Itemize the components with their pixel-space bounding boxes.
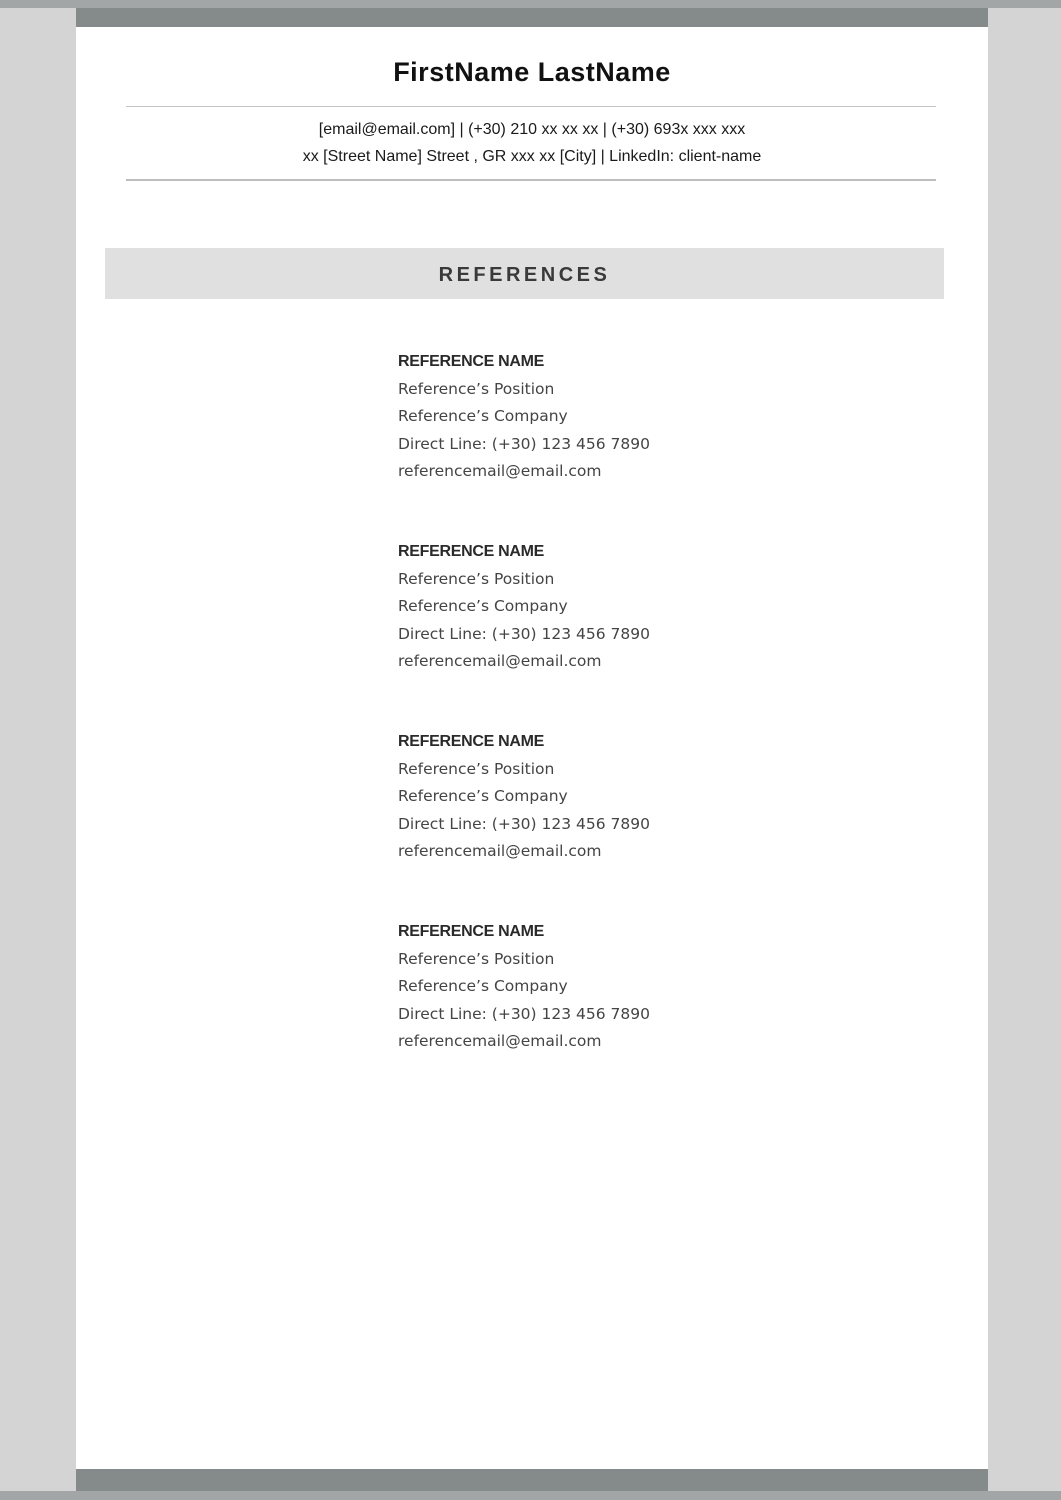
- bottom-frame-edge: [0, 1491, 1061, 1500]
- reference-email: referencemail@email.com: [398, 841, 602, 860]
- reference-email: referencemail@email.com: [398, 461, 602, 480]
- reference-company: Reference’s Company: [398, 407, 568, 426]
- reference-position: Reference’s Position: [398, 950, 555, 968]
- reference-company: Reference’s Company: [398, 597, 568, 616]
- reference-email: referencemail@email.com: [398, 1031, 602, 1050]
- reference-phone: Direct Line: (+30) 123 456 7890: [398, 434, 650, 453]
- contact-line-address-linkedin: xx [Street Name] Street , GR xxx xx [City] | LinkedIn: client-name: [302, 148, 762, 165]
- reference-company: Reference’s Company: [398, 977, 568, 996]
- document-page: [76, 27, 988, 1469]
- reference-name: REFERENCE NAME: [398, 543, 545, 560]
- header-divider-top: [126, 106, 936, 107]
- reference-phone: Direct Line: (+30) 123 456 7890: [398, 624, 650, 643]
- reference-position: Reference’s Position: [398, 380, 555, 398]
- bottom-page-band: [76, 1469, 988, 1491]
- reference-company: Reference’s Company: [398, 787, 568, 806]
- section-title: REFERENCES: [438, 264, 611, 286]
- reference-phone: Direct Line: (+30) 123 456 7890: [398, 814, 650, 833]
- reference-name: REFERENCE NAME: [398, 923, 545, 940]
- reference-name: REFERENCE NAME: [398, 733, 545, 750]
- reference-name: REFERENCE NAME: [398, 353, 545, 370]
- top-page-band: [76, 8, 988, 27]
- reference-entry: [398, 352, 798, 488]
- reference-position: Reference’s Position: [398, 570, 555, 588]
- reference-position: Reference’s Position: [398, 760, 555, 778]
- contact-line-email-phones: [email@email.com] | (+30) 210 xx xx xx | (+30) 693x xxx xxx: [318, 121, 746, 138]
- header-divider-bottom: [126, 179, 936, 181]
- candidate-name: FirstName LastName: [393, 57, 671, 87]
- reference-email: referencemail@email.com: [398, 651, 602, 670]
- reference-entry: [398, 732, 798, 868]
- reference-entry: [398, 542, 798, 678]
- reference-entry: [398, 922, 798, 1058]
- top-frame-edge: [0, 0, 1061, 8]
- references-section-header: [105, 248, 944, 299]
- reference-phone: Direct Line: (+30) 123 456 7890: [398, 1004, 650, 1023]
